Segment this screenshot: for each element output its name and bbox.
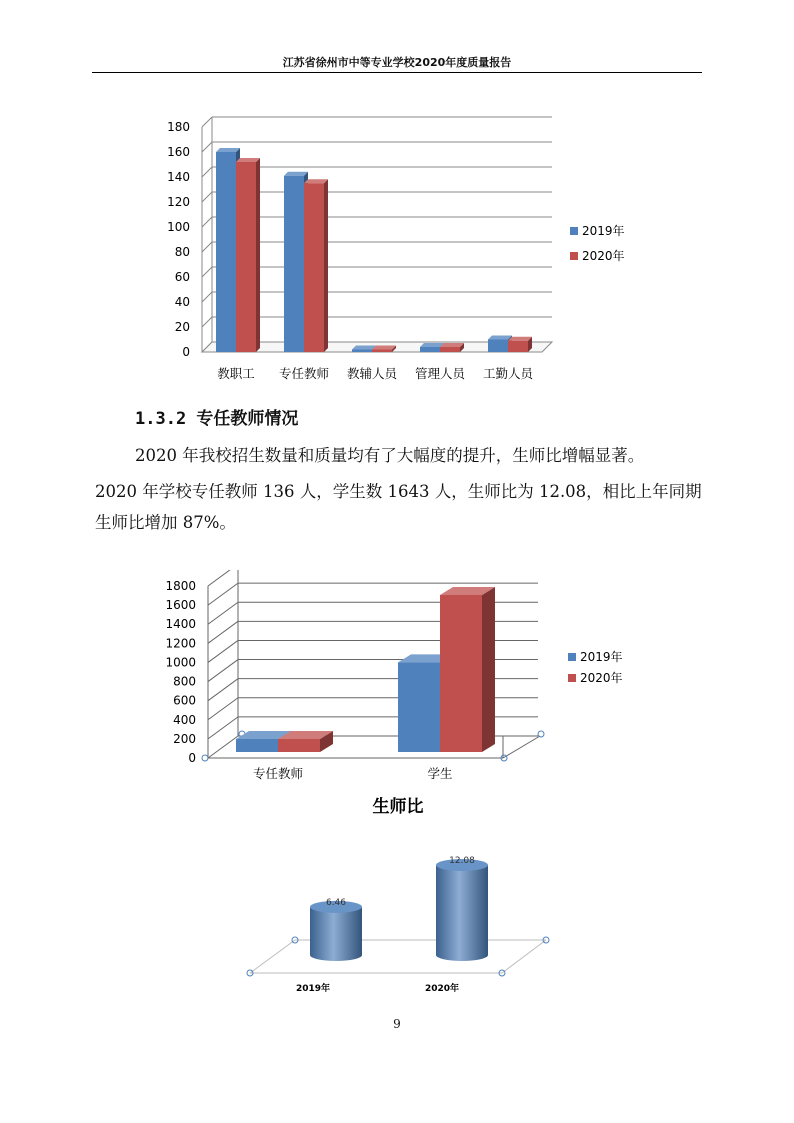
x-tick-label: 管理人员 [414, 366, 466, 381]
header-rule [92, 72, 702, 73]
y-tick-label: 0 [188, 751, 196, 765]
selection-handle [202, 755, 208, 761]
y-tick-label: 1600 [165, 598, 196, 613]
gridline-diag [202, 317, 212, 327]
gridline-diag [208, 583, 238, 605]
gridline-diag [208, 717, 238, 739]
ratio-cylinder [436, 859, 488, 961]
gridline-diag [202, 167, 212, 177]
legend-swatch [568, 674, 576, 682]
gridline-diag [208, 698, 238, 720]
bar-series2 [440, 587, 495, 752]
bar-series2-front [278, 739, 320, 752]
gridline-diag [208, 679, 238, 701]
paragraph-line1: 2020 年我校招生数量和质量均有了大幅度的提升，生师比增幅显著。 [135, 446, 645, 465]
legend-label: 2019年 [580, 650, 623, 664]
y-tick-label: 1400 [165, 617, 196, 632]
gridline-diag [202, 192, 212, 202]
x-tick-label: 教辅人员 [346, 366, 398, 381]
gridline-diag [202, 292, 212, 302]
bar-series1-front [398, 662, 440, 752]
cylinder-body [310, 907, 362, 961]
y-tick-label: 600 [173, 693, 196, 708]
legend-swatch [570, 227, 578, 235]
legend-label: 2020年 [580, 671, 623, 685]
bar-series2-side [482, 587, 495, 752]
bar-series2-front [440, 347, 460, 352]
y-tick-label: 800 [173, 674, 196, 689]
bar-series2-top [304, 179, 328, 183]
bar-series2-top [440, 343, 464, 347]
x-tick-label: 教职工 [217, 366, 255, 381]
report-header: 江苏省徐州市中等专业学校2020年度质量报告 [282, 56, 512, 69]
bar-series2 [304, 179, 328, 352]
ratio-cylinder [310, 901, 362, 961]
ratio-chart [230, 790, 580, 1000]
bar-series2 [236, 158, 260, 352]
y-tick-label: 400 [173, 712, 196, 727]
y-tick-label: 1800 [165, 579, 196, 593]
bar-series1-front [236, 739, 278, 752]
y-tick-label: 100 [167, 220, 190, 234]
x-tick-label: 2019年 [295, 984, 331, 994]
bar-series2-top [236, 158, 260, 162]
bar-series2-front [440, 595, 482, 752]
legend-label: 2019年 [582, 224, 625, 238]
gridline-diag [202, 217, 212, 227]
gridline-diag [202, 142, 212, 152]
bar-series2-front [304, 183, 324, 352]
x-tick-label: 学生 [427, 766, 453, 781]
gridline-diag [208, 640, 238, 662]
x-tick-label: 专任教师 [278, 366, 330, 381]
bar-series2-top [372, 346, 396, 350]
y-tick-label: 1200 [165, 636, 196, 651]
bar-series1-front [420, 347, 440, 352]
y-tick-label: 200 [173, 731, 196, 746]
legend-swatch [570, 252, 578, 260]
bar-series2-side [324, 179, 328, 352]
bar-series1-front [216, 152, 236, 352]
bar-series1-top [216, 148, 240, 152]
selection-handle [538, 731, 544, 737]
gridline-diag [208, 736, 238, 758]
x-tick-label: 2020年 [424, 984, 460, 994]
teacher-student-chart [150, 570, 660, 790]
gridline-diag [202, 242, 212, 252]
gridline-diag [208, 621, 238, 643]
floor-left-edge [250, 940, 295, 973]
page-number: 9 [393, 1017, 401, 1031]
y-tick-label: 140 [167, 170, 190, 184]
chart-title: 生师比 [372, 797, 424, 817]
gridline-diag [208, 660, 238, 682]
cylinder-body [436, 865, 488, 961]
y-tick-label: 1000 [165, 655, 196, 670]
bar-series2-top [508, 337, 532, 341]
legend-swatch [568, 653, 576, 661]
gridline-diag [202, 267, 212, 277]
y-tick-label: 120 [167, 195, 190, 209]
y-tick-label: 80 [174, 245, 190, 259]
bar-series2 [440, 343, 464, 352]
staff-count-chart [150, 100, 650, 390]
section-heading: 1.3.2 专任教师情况 [135, 409, 299, 429]
bar-series1-top [284, 172, 308, 176]
y-tick-label: 0 [182, 345, 190, 359]
x-tick-label: 工勤人员 [482, 366, 534, 381]
bar-series1-top [420, 343, 444, 347]
y-tick-label: 20 [174, 320, 190, 334]
bar-series2-front [372, 350, 392, 353]
bar-series1-front [284, 176, 304, 352]
x-tick-label: 专任教师 [252, 766, 304, 781]
floor-right-edge [502, 940, 546, 973]
y-tick-label: 60 [174, 270, 190, 284]
bar-series1-top [352, 346, 376, 350]
y-tick-label: 40 [174, 295, 190, 309]
bar-series2 [508, 337, 532, 352]
y-tick-label: 160 [167, 145, 190, 159]
bar-series2-front [508, 341, 528, 352]
gridline-diag [202, 117, 212, 127]
bar-series2 [372, 346, 396, 353]
y-tick-label: 180 [167, 120, 190, 134]
bar-series2 [278, 731, 333, 752]
gridline-diag [208, 602, 238, 624]
bar-series1-front [488, 340, 508, 353]
paragraph-body: 2020 年学校专任教师 136 人，学生数 1643 人，生师比为 12.08，相比上年同期生师比增加 87%。 [95, 482, 702, 532]
gridline-diag [208, 570, 238, 586]
data-label: 6.46 [325, 897, 347, 908]
bar-series1-top [488, 336, 512, 340]
bar-series2-front [236, 162, 256, 352]
legend-label: 2020年 [582, 249, 625, 263]
bar-series1-front [352, 350, 372, 353]
data-label: 12.08 [449, 856, 475, 866]
floor-side-edge [503, 736, 540, 758]
bar-series2-side [256, 158, 260, 352]
